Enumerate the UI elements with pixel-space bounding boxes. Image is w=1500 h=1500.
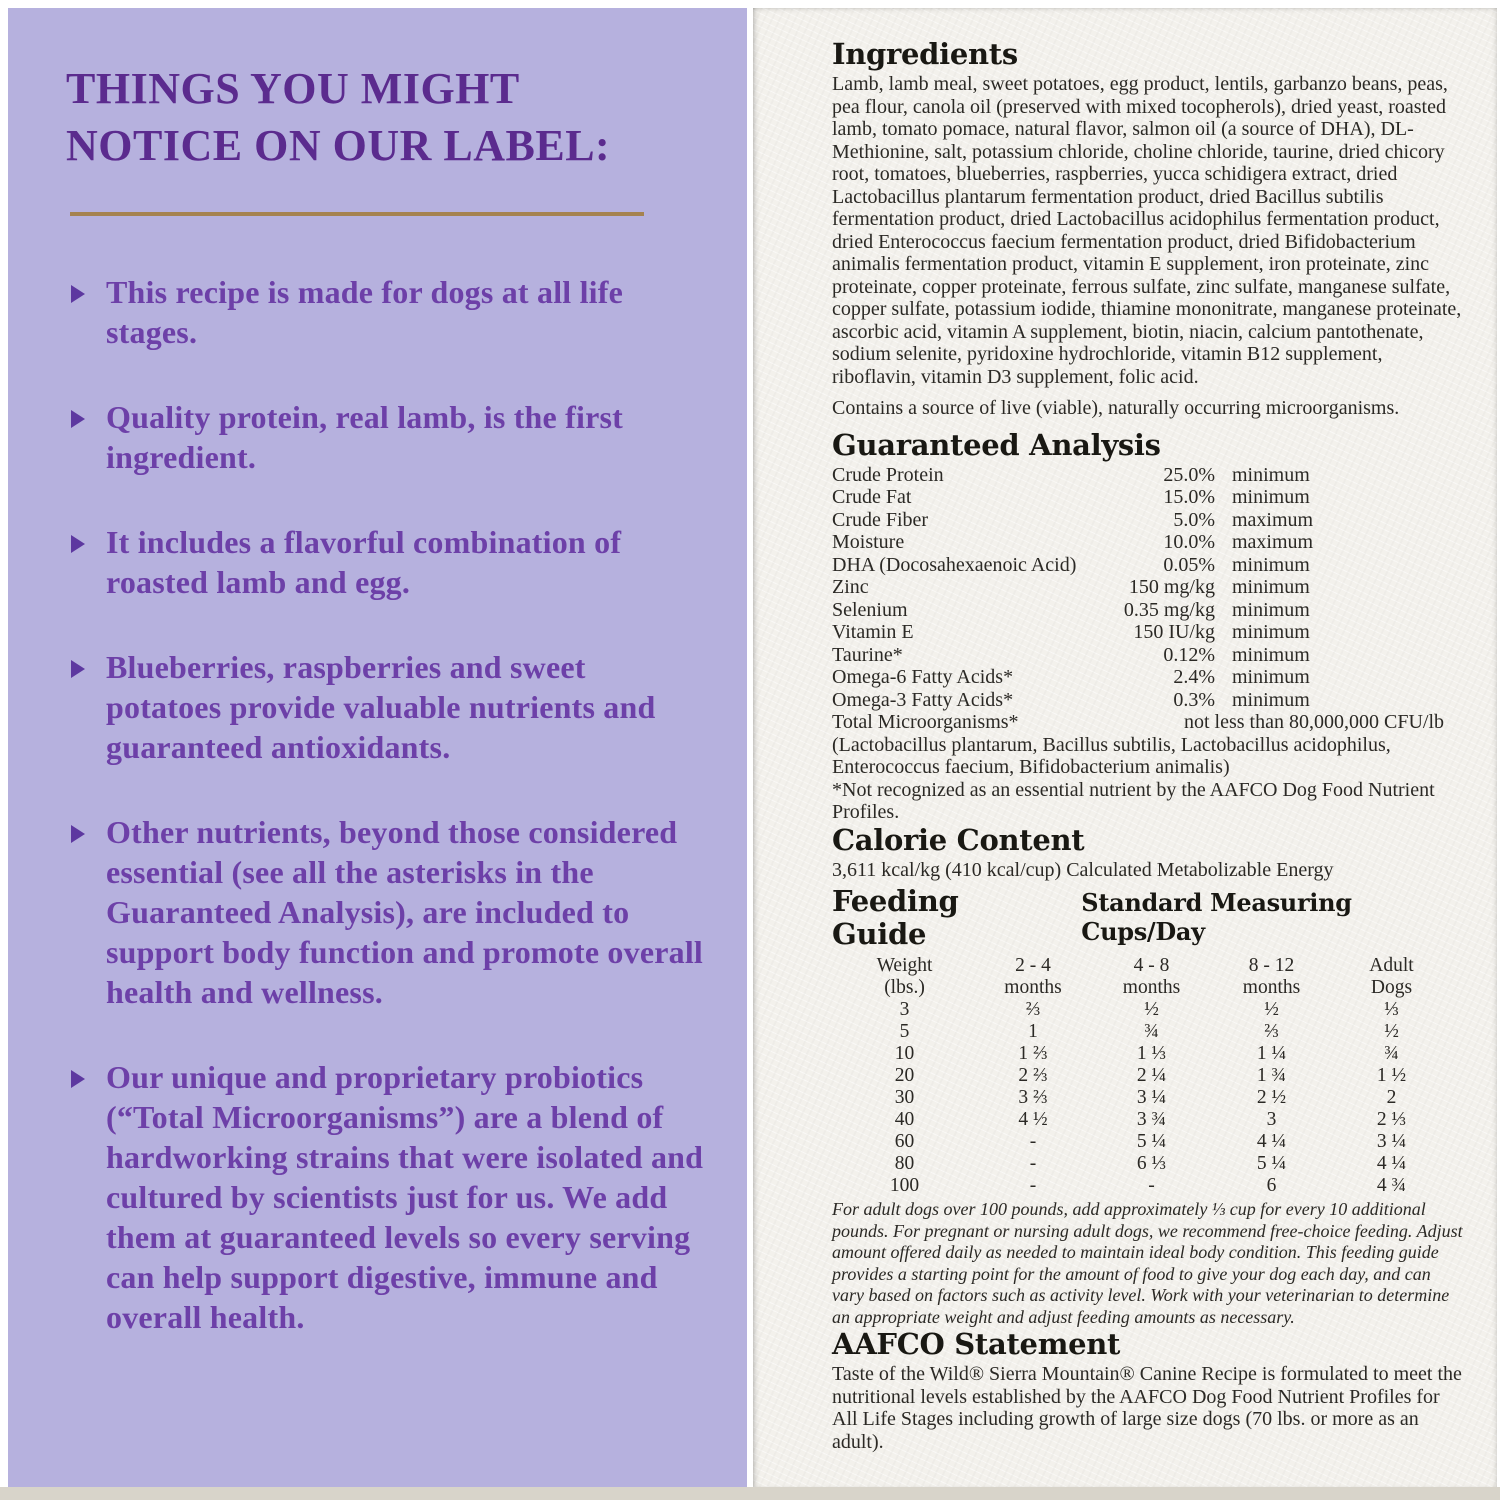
cups-adult-cell: 4 ¼ (1376, 1153, 1407, 1174)
weight-cell: 5 (899, 1021, 910, 1042)
cups-8-12-months-cell: 2 ½ (1256, 1087, 1287, 1108)
bullet-text: Other nutrients, beyond those considered essential (see all the asterisks in the Guaranteed Analysis), are included to support body function and promote overall health and wellness. (106, 814, 704, 1010)
analysis-nutrient: Selenium (832, 598, 908, 621)
cups-2-4-months-cell: - (1029, 1153, 1037, 1174)
analysis-value: 0.35 mg/kg (1123, 598, 1215, 621)
cups-adult-cell: 1 ½ (1376, 1065, 1407, 1086)
analysis-qualifier: minimum (1232, 486, 1310, 508)
bullet-text: Blueberries, raspberries and sweet potatoes provide valuable nutrients and guaranteed antioxidants. (106, 649, 656, 765)
triangle-bullet-icon (71, 825, 85, 843)
feeding-guide-row (832, 1065, 1464, 1087)
analysis-row (832, 576, 1357, 599)
analysis-row (832, 666, 1357, 689)
cups-adult-cell: 4 ¾ (1376, 1175, 1407, 1196)
bullet-text: It includes a flavorful combination of roasted lamb and egg. (106, 524, 622, 600)
cups-4-8-months-cell: 5 ¼ (1136, 1131, 1167, 1152)
analysis-qualifier: minimum (1232, 643, 1310, 666)
analysis-value: 150 IU/kg (1133, 621, 1215, 643)
analysis-nutrient: Moisture (832, 531, 905, 553)
feeding-guide-column-headers (832, 955, 1464, 999)
cups-4-8-months-cell: 6 ⅓ (1136, 1153, 1167, 1174)
analysis-value: 2.4% (1173, 666, 1215, 688)
bullet-list (66, 272, 709, 1337)
weight-cell: 40 (894, 1109, 915, 1130)
feeding-guide-row (832, 1109, 1464, 1131)
marketing-panel (8, 8, 747, 1487)
analysis-qualifier: minimum (1232, 576, 1310, 598)
analysis-nutrient: DHA (Docosahexaenoic Acid) (832, 553, 1077, 576)
feeding-guide-row (832, 1175, 1464, 1197)
analysis-row (832, 464, 1357, 487)
analysis-value: not less than 80,000,000 CFU/lb (1183, 711, 1444, 733)
cups-8-12-months-cell: ⅔ (1264, 1021, 1279, 1042)
cups-4-8-months-cell: 3 ¾ (1136, 1109, 1167, 1130)
cups-8-12-months-cell: 1 ¼ (1256, 1043, 1287, 1064)
analysis-nutrient: Crude Protein (832, 463, 944, 486)
cups-4-8-months-cell: - (1148, 1175, 1155, 1196)
aafco-heading: AAFCO Statement (832, 1327, 1121, 1361)
analysis-qualifier: minimum (1232, 666, 1310, 688)
microorganisms-detail: (Lactobacillus plantarum, Bacillus subtilis, Lactobacillus acidophilus, Enterococcus faecium, Bifidobacterium animalis) (832, 733, 1391, 778)
triangle-bullet-icon (71, 535, 85, 553)
weight-cell: 60 (894, 1131, 915, 1152)
analysis-value: 15.0% (1163, 486, 1215, 508)
cups-4-8-months-cell: 2 ¼ (1136, 1065, 1167, 1086)
analysis-value: 5.0% (1173, 508, 1215, 531)
weight-cell: 30 (894, 1087, 915, 1108)
cups-2-4-months-cell: - (1029, 1175, 1037, 1196)
analysis-total-row (832, 711, 1444, 734)
cups-adult-cell: 2 (1386, 1087, 1397, 1108)
triangle-bullet-icon (71, 660, 85, 678)
analysis-value: 150 mg/kg (1128, 576, 1215, 598)
feeding-guide-row (832, 1043, 1464, 1065)
analysis-qualifier: maximum (1232, 531, 1314, 553)
cups-4-8-months-cell: ½ (1144, 999, 1159, 1020)
cups-2-4-months-cell: 2 ⅔ (1018, 1065, 1048, 1086)
ingredients-heading: Ingredients (832, 37, 1018, 71)
package-edge-strip (0, 1487, 1500, 1500)
analysis-value: 0.3% (1173, 688, 1215, 711)
column-header-line2: months (1004, 977, 1062, 998)
column-header-line2: (lbs.) (884, 977, 925, 998)
analysis-row (832, 621, 1357, 644)
bullet-item (66, 272, 709, 352)
bullet-item (66, 812, 709, 1012)
calorie-content-text: 3,611 kcal/kg (410 kcal/cup) Calculated Metabolizable Energy (832, 858, 1334, 881)
cups-adult-cell: ¾ (1384, 1043, 1399, 1064)
column-header-line1: 2 - 4 (1015, 955, 1051, 976)
triangle-bullet-icon (71, 410, 85, 428)
analysis-nutrient: Total Microorganisms* (832, 711, 1019, 733)
analysis-value: 25.0% (1163, 463, 1215, 486)
analysis-footnote: *Not recognized as an essential nutrient by the AAFCO Dog Food Nutrient Profiles. (832, 778, 1435, 823)
analysis-nutrient: Zinc (832, 576, 869, 598)
cups-adult-cell: ⅓ (1384, 999, 1399, 1020)
column-header-line1: Adult (1369, 955, 1414, 976)
cups-2-4-months-cell: - (1029, 1131, 1037, 1152)
column-header-line2: Dogs (1370, 977, 1413, 998)
feeding-guide-column-header (977, 955, 1089, 999)
weight-cell: 100 (889, 1175, 920, 1196)
cups-8-12-months-cell: 3 (1266, 1109, 1277, 1130)
guaranteed-analysis-heading: Guaranteed Analysis (832, 427, 1161, 462)
aafco-text: Taste of the Wild® Sierra Mountain® Canine Recipe is formulated to meet the nutritional levels established by the AAFCO Dog Food Nutrient Profiles for All Life Stages including growth of large size dogs (70 lbs. or more as an adult). (832, 1363, 1462, 1453)
analysis-qualifier: minimum (1232, 598, 1310, 621)
cups-2-4-months-cell: 1 (1028, 1021, 1038, 1042)
bullet-item (66, 647, 709, 767)
feeding-guide-row (832, 999, 1464, 1021)
analysis-qualifier: minimum (1232, 463, 1310, 486)
bullet-text: Quality protein, real lamb, is the first ingredient. (106, 399, 624, 475)
analysis-qualifier: maximum (1232, 508, 1314, 531)
cups-2-4-months-cell: ⅔ (1025, 999, 1041, 1020)
feeding-guide-column-header (1329, 955, 1454, 999)
cups-8-12-months-cell: ½ (1264, 999, 1279, 1020)
cups-8-12-months-cell: 4 ¼ (1256, 1131, 1287, 1152)
analysis-nutrient: Omega-6 Fatty Acids* (832, 666, 1014, 688)
analysis-row (832, 644, 1357, 667)
analysis-nutrient: Taurine* (832, 643, 903, 666)
feeding-guide-footnote: For adult dogs over 100 pounds, add approximately ⅓ cup for every 10 additional pounds. For pregnant or nursing adult dogs, we recommend free-choice feeding. Adjust amount offered daily as needed to maintain ideal body condition. This feeding guide provides a starting point for the amount of food to give your dog each day, and can vary based on factors such as activity level. Work with your veterinarian to determine an appropriate weight and adjust feeding amounts as necessary. (832, 1199, 1463, 1327)
feeding-guide-row (832, 1087, 1464, 1109)
nutrition-info-panel (753, 8, 1497, 1487)
feeding-guide-table (832, 955, 1464, 1197)
analysis-nutrient: Crude Fat (832, 486, 912, 508)
analysis-row (832, 531, 1357, 554)
analysis-value: 10.0% (1163, 531, 1215, 553)
weight-cell: 3 (899, 999, 910, 1020)
analysis-nutrient: Omega-3 Fatty Acids* (832, 688, 1014, 711)
feeding-guide-row (832, 1131, 1464, 1153)
divider-rule (70, 212, 644, 216)
feeding-guide-header (832, 885, 1464, 953)
bullet-item (66, 397, 709, 477)
cups-2-4-months-cell: 1 ⅔ (1018, 1043, 1048, 1064)
guaranteed-analysis-table (832, 464, 1357, 712)
feeding-guide-column-header (832, 955, 977, 999)
cups-2-4-months-cell: 3 ⅔ (1018, 1087, 1048, 1108)
ingredients-text: Lamb, lamb meal, sweet potatoes, egg product, lentils, garbanzo beans, peas, pea flour, canola oil (preserved with mixed tocopherols), dried yeast, roasted lamb, tomato pomace, natural flavor, salmon oil (a source of DHA), DL-Methionine, salt, potassium chloride, choline chloride, taurine, dried chicory root, tomatoes, blueberries, raspberries, yucca schidigera extract, dried Lactobacillus plantarum fermentation product, dried Bacillus subtilis fermentation product, dried Lactobacillus acidophilus fermentation product, dried Enterococcus faecium fermentation product, dried Bifidobacterium animalis fermentation product, vitamin E supplement, iron proteinate, zinc proteinate, copper proteinate, ferrous sulfate, zinc sulfate, manganese sulfate, copper sulfate, potassium iodide, thiamine mononitrate, manganese proteinate, ascorbic acid, vitamin A supplement, biotin, niacin, calcium pantothenate, sodium selenite, pyridoxine hydrochloride, vitamin B12 supplement, riboflavin, vitamin D3 supplement, folic acid. (832, 73, 1462, 388)
cups-4-8-months-cell: 3 ¼ (1136, 1087, 1167, 1108)
analysis-nutrient: Vitamin E (832, 621, 914, 643)
analysis-value: 0.05% (1163, 553, 1215, 576)
cups-2-4-months-cell: 4 ½ (1018, 1109, 1048, 1130)
bullet-text: Our unique and proprietary probiotics (“Total Microorganisms”) are a blend of hardworking strains that were isolated and cultured by scientists just for us. We add them at guaranteed levels so every serving can help support digestive, immune and overall health. (106, 1059, 704, 1335)
cups-8-12-months-cell: 1 ¾ (1256, 1065, 1287, 1086)
column-header-line1: 8 - 12 (1248, 955, 1295, 976)
analysis-nutrient: Crude Fiber (832, 508, 929, 531)
bullet-text: This recipe is made for dogs at all life stages. (106, 274, 624, 350)
analysis-qualifier: minimum (1232, 688, 1310, 711)
cups-adult-cell: ½ (1384, 1021, 1399, 1042)
column-header-line1: 4 - 8 (1133, 955, 1170, 976)
feeding-guide-row (832, 1021, 1464, 1043)
analysis-row (832, 509, 1357, 532)
analysis-qualifier: minimum (1232, 621, 1310, 643)
bullet-item (66, 1057, 709, 1337)
triangle-bullet-icon (71, 285, 85, 303)
weight-cell: 80 (894, 1153, 915, 1174)
feeding-guide-subheading: Standard Measuring Cups/Day (1081, 888, 1352, 946)
column-header-line2: months (1122, 977, 1181, 998)
bullet-item (66, 522, 709, 602)
column-header-line1: Weight (876, 955, 933, 976)
analysis-row (832, 486, 1357, 509)
feeding-guide-column-header (1214, 955, 1329, 999)
feeding-guide-heading: Feeding Guide (832, 884, 959, 951)
analysis-qualifier: minimum (1232, 553, 1310, 576)
feeding-guide-row (832, 1153, 1464, 1175)
feeding-guide-rows (832, 999, 1464, 1197)
analysis-row (832, 689, 1357, 712)
cups-adult-cell: 3 ¼ (1376, 1131, 1407, 1152)
cups-adult-cell: 2 ⅓ (1376, 1109, 1407, 1130)
calorie-content-heading: Calorie Content (832, 822, 1085, 857)
analysis-row (832, 599, 1357, 622)
cups-8-12-months-cell: 5 ¼ (1256, 1153, 1287, 1174)
microorganisms-note: Contains a source of live (viable), naturally occurring microorganisms. (832, 397, 1400, 419)
triangle-bullet-icon (71, 1070, 85, 1088)
cups-4-8-months-cell: 1 ⅓ (1136, 1043, 1167, 1064)
analysis-row (832, 554, 1357, 577)
feeding-guide-column-header (1089, 955, 1214, 999)
cups-8-12-months-cell: 6 (1266, 1175, 1277, 1196)
column-header-line2: months (1242, 977, 1301, 998)
analysis-value: 0.12% (1163, 643, 1215, 666)
weight-cell: 20 (894, 1065, 915, 1086)
weight-cell: 10 (894, 1043, 915, 1064)
panel-heading: THINGS YOU MIGHT NOTICE ON OUR LABEL: (66, 64, 611, 170)
cups-4-8-months-cell: ¾ (1144, 1021, 1159, 1042)
